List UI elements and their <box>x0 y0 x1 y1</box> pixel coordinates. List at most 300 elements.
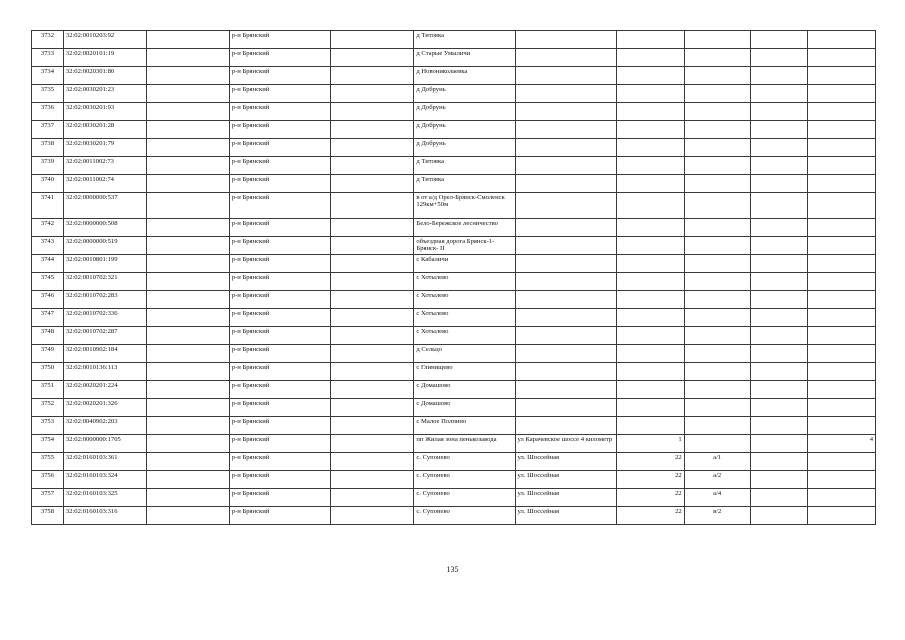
table-body <box>32 31 876 525</box>
empty-cell <box>330 175 414 193</box>
locality-cell: с Кабаличи <box>414 255 515 273</box>
street-cell <box>515 399 616 417</box>
empty-cell <box>750 417 807 435</box>
building-cell <box>684 175 750 193</box>
district-cell: р-н Брянский <box>229 489 330 507</box>
empty-cell <box>330 85 414 103</box>
street-cell: ул. Шоссейная <box>515 507 616 525</box>
cadastral-number-cell: 32:02:0020201:326 <box>63 399 147 417</box>
locality-cell: с Глинищево <box>414 363 515 381</box>
table-row <box>32 255 876 273</box>
empty-cell <box>330 157 414 175</box>
locality-cell: д Титовка <box>414 175 515 193</box>
table-row <box>32 327 876 345</box>
building-cell <box>684 273 750 291</box>
building-cell <box>684 291 750 309</box>
extra-value-cell <box>807 139 875 157</box>
locality-cell: с Хотылево <box>414 291 515 309</box>
district-cell: р-н Брянский <box>229 417 330 435</box>
empty-cell <box>330 121 414 139</box>
house-number-cell <box>616 363 684 381</box>
row-number-cell: 3748 <box>32 327 64 345</box>
locality-cell: пп Жилая зона пенькозавода <box>414 435 515 453</box>
empty-cell <box>330 417 414 435</box>
empty-cell <box>147 345 229 363</box>
house-number-cell <box>616 381 684 399</box>
district-cell: р-н Брянский <box>229 399 330 417</box>
district-cell: р-н Брянский <box>229 435 330 453</box>
cadastral-number-cell: 32:02:0000000:508 <box>63 219 147 237</box>
empty-cell <box>147 327 229 345</box>
row-number-cell: 3752 <box>32 399 64 417</box>
cadastral-number-cell: 32:02:0011002:73 <box>63 157 147 175</box>
house-number-cell <box>616 417 684 435</box>
empty-cell <box>147 219 229 237</box>
cadastral-number-cell: 32:02:0020301:80 <box>63 67 147 85</box>
house-number-cell: 22 <box>616 489 684 507</box>
empty-cell <box>330 237 414 255</box>
empty-cell <box>330 453 414 471</box>
house-number-cell <box>616 175 684 193</box>
street-cell <box>515 417 616 435</box>
cadastral-number-cell: 32:02:0000000:537 <box>63 193 147 219</box>
extra-value-cell: 4 <box>807 435 875 453</box>
empty-cell <box>330 327 414 345</box>
district-cell: р-н Брянский <box>229 85 330 103</box>
empty-cell <box>330 345 414 363</box>
cadastral-number-cell: 32:02:0010702:283 <box>63 291 147 309</box>
empty-cell <box>147 291 229 309</box>
locality-cell: д Добрунь <box>414 85 515 103</box>
empty-cell <box>750 193 807 219</box>
locality-cell: объездная дорога Брянск-1- Брянск- II <box>414 237 515 255</box>
table-row <box>32 67 876 85</box>
empty-cell <box>750 507 807 525</box>
district-cell: р-н Брянский <box>229 273 330 291</box>
cadastral-number-cell: 32:02:0010136:113 <box>63 363 147 381</box>
district-cell: р-н Брянский <box>229 345 330 363</box>
empty-cell <box>750 255 807 273</box>
house-number-cell <box>616 85 684 103</box>
empty-cell <box>147 31 229 49</box>
empty-cell <box>330 363 414 381</box>
locality-cell: д Новониколаевка <box>414 67 515 85</box>
house-number-cell <box>616 219 684 237</box>
table-row <box>32 471 876 489</box>
empty-cell <box>147 49 229 67</box>
row-number-cell: 3738 <box>32 139 64 157</box>
page-number: 135 <box>446 565 459 574</box>
building-cell <box>684 435 750 453</box>
street-cell <box>515 237 616 255</box>
house-number-cell: 22 <box>616 453 684 471</box>
house-number-cell <box>616 67 684 85</box>
table-row <box>32 417 876 435</box>
empty-cell <box>330 193 414 219</box>
row-number-cell: 3747 <box>32 309 64 327</box>
district-cell: р-н Брянский <box>229 193 330 219</box>
house-number-cell <box>616 103 684 121</box>
building-cell <box>684 31 750 49</box>
empty-cell <box>750 489 807 507</box>
empty-cell <box>147 507 229 525</box>
street-cell <box>515 121 616 139</box>
cadastral-number-cell: 32:02:0020201:224 <box>63 381 147 399</box>
empty-cell <box>147 193 229 219</box>
empty-cell <box>750 381 807 399</box>
empty-cell <box>147 489 229 507</box>
locality-cell: д Сельцо <box>414 345 515 363</box>
district-cell: р-н Брянский <box>229 471 330 489</box>
empty-cell <box>750 291 807 309</box>
table-row <box>32 219 876 237</box>
empty-cell <box>330 103 414 121</box>
building-cell <box>684 85 750 103</box>
empty-cell <box>330 273 414 291</box>
street-cell <box>515 85 616 103</box>
row-number-cell: 3754 <box>32 435 64 453</box>
empty-cell <box>330 291 414 309</box>
empty-cell <box>147 399 229 417</box>
empty-cell <box>330 139 414 157</box>
table-row <box>32 193 876 219</box>
extra-value-cell <box>807 103 875 121</box>
district-cell: р-н Брянский <box>229 175 330 193</box>
house-number-cell <box>616 31 684 49</box>
row-number-cell: 3745 <box>32 273 64 291</box>
extra-value-cell <box>807 255 875 273</box>
house-number-cell: 22 <box>616 507 684 525</box>
house-number-cell <box>616 273 684 291</box>
building-cell <box>684 67 750 85</box>
row-number-cell: 3741 <box>32 193 64 219</box>
district-cell: р-н Брянский <box>229 67 330 85</box>
row-number-cell: 3755 <box>32 453 64 471</box>
cadastral-number-cell: 32:02:0030201:23 <box>63 85 147 103</box>
street-cell <box>515 309 616 327</box>
empty-cell <box>750 103 807 121</box>
house-number-cell <box>616 255 684 273</box>
cadastral-number-cell: 32:02:0040902:203 <box>63 417 147 435</box>
district-cell: р-н Брянский <box>229 327 330 345</box>
row-number-cell: 3743 <box>32 237 64 255</box>
district-cell: р-н Брянский <box>229 139 330 157</box>
empty-cell <box>330 255 414 273</box>
street-cell <box>515 193 616 219</box>
street-cell <box>515 103 616 121</box>
building-cell <box>684 327 750 345</box>
house-number-cell <box>616 139 684 157</box>
building-cell <box>684 381 750 399</box>
cadastral-number-cell: 32:02:0020101:19 <box>63 49 147 67</box>
building-cell: в/2 <box>684 507 750 525</box>
house-number-cell <box>616 345 684 363</box>
table-row <box>32 435 876 453</box>
street-cell <box>515 327 616 345</box>
street-cell <box>515 273 616 291</box>
empty-cell <box>147 103 229 121</box>
empty-cell <box>750 139 807 157</box>
empty-cell <box>147 175 229 193</box>
extra-value-cell <box>807 363 875 381</box>
row-number-cell: 3737 <box>32 121 64 139</box>
empty-cell <box>330 399 414 417</box>
cadastral-number-cell: 32:02:0010203:92 <box>63 31 147 49</box>
row-number-cell: 3749 <box>32 345 64 363</box>
locality-cell: д Титовка <box>414 157 515 175</box>
building-cell <box>684 121 750 139</box>
house-number-cell <box>616 327 684 345</box>
empty-cell <box>147 139 229 157</box>
house-number-cell <box>616 291 684 309</box>
street-cell <box>515 345 616 363</box>
empty-cell <box>147 237 229 255</box>
street-cell <box>515 291 616 309</box>
empty-cell <box>750 363 807 381</box>
empty-cell <box>750 399 807 417</box>
table-row <box>32 399 876 417</box>
empty-cell <box>750 85 807 103</box>
district-cell: р-н Брянский <box>229 381 330 399</box>
house-number-cell <box>616 157 684 175</box>
table-row <box>32 237 876 255</box>
extra-value-cell <box>807 507 875 525</box>
extra-value-cell <box>807 309 875 327</box>
row-number-cell: 3746 <box>32 291 64 309</box>
cadastral-number-cell: 32:02:0010702:287 <box>63 327 147 345</box>
table-row <box>32 291 876 309</box>
street-cell <box>515 157 616 175</box>
locality-cell: с Домашово <box>414 381 515 399</box>
empty-cell <box>147 381 229 399</box>
building-cell: а/1 <box>684 453 750 471</box>
locality-cell: с Хотылево <box>414 327 515 345</box>
district-cell: р-н Брянский <box>229 453 330 471</box>
district-cell: р-н Брянский <box>229 291 330 309</box>
extra-value-cell <box>807 417 875 435</box>
cadastral-number-cell: 32:02:0160103:316 <box>63 507 147 525</box>
table-row <box>32 363 876 381</box>
table-row <box>32 121 876 139</box>
empty-cell <box>330 381 414 399</box>
row-number-cell: 3734 <box>32 67 64 85</box>
row-number-cell: 3739 <box>32 157 64 175</box>
empty-cell <box>147 67 229 85</box>
locality-cell: д Добрунь <box>414 139 515 157</box>
district-cell: р-н Брянский <box>229 103 330 121</box>
extra-value-cell <box>807 471 875 489</box>
empty-cell <box>750 435 807 453</box>
empty-cell <box>750 157 807 175</box>
extra-value-cell <box>807 67 875 85</box>
empty-cell <box>750 49 807 67</box>
empty-cell <box>147 453 229 471</box>
locality-cell: с Хотылево <box>414 309 515 327</box>
empty-cell <box>750 67 807 85</box>
locality-cell: с Малое Полпино <box>414 417 515 435</box>
extra-value-cell <box>807 291 875 309</box>
building-cell <box>684 219 750 237</box>
locality-cell: с. Супонево <box>414 453 515 471</box>
cadastral-number-cell: 32:02:0010902:184 <box>63 345 147 363</box>
row-number-cell: 3735 <box>32 85 64 103</box>
extra-value-cell <box>807 193 875 219</box>
locality-cell: с. Супонево <box>414 507 515 525</box>
empty-cell <box>750 453 807 471</box>
locality-cell: д Добрунь <box>414 121 515 139</box>
building-cell <box>684 345 750 363</box>
row-number-cell: 3750 <box>32 363 64 381</box>
locality-cell: с. Супонево <box>414 471 515 489</box>
empty-cell <box>330 31 414 49</box>
empty-cell <box>330 471 414 489</box>
cadastral-number-cell: 32:02:0160103:324 <box>63 471 147 489</box>
empty-cell <box>147 85 229 103</box>
empty-cell <box>330 67 414 85</box>
table-row <box>32 31 876 49</box>
empty-cell <box>147 255 229 273</box>
table-row <box>32 49 876 67</box>
row-number-cell: 3742 <box>32 219 64 237</box>
building-cell <box>684 417 750 435</box>
table-row <box>32 103 876 121</box>
locality-cell: с. Супонево <box>414 489 515 507</box>
cadastral-number-cell: 32:02:0160103:325 <box>63 489 147 507</box>
empty-cell <box>330 309 414 327</box>
locality-cell: с Хотылево <box>414 273 515 291</box>
street-cell <box>515 139 616 157</box>
empty-cell <box>750 31 807 49</box>
table-row <box>32 85 876 103</box>
district-cell: р-н Брянский <box>229 49 330 67</box>
table-row <box>32 139 876 157</box>
extra-value-cell <box>807 85 875 103</box>
house-number-cell <box>616 121 684 139</box>
district-cell: р-н Брянский <box>229 363 330 381</box>
empty-cell <box>750 471 807 489</box>
locality-cell: в от а/д Орел-Брянск-Смоленск 129км+50м <box>414 193 515 219</box>
empty-cell <box>750 309 807 327</box>
row-number-cell: 3756 <box>32 471 64 489</box>
house-number-cell: 22 <box>616 471 684 489</box>
extra-value-cell <box>807 327 875 345</box>
street-cell <box>515 219 616 237</box>
street-cell <box>515 67 616 85</box>
street-cell <box>515 31 616 49</box>
cadastral-number-cell: 32:02:0010801:199 <box>63 255 147 273</box>
empty-cell <box>750 175 807 193</box>
extra-value-cell <box>807 219 875 237</box>
row-number-cell: 3751 <box>32 381 64 399</box>
building-cell <box>684 255 750 273</box>
table-row <box>32 489 876 507</box>
extra-value-cell <box>807 453 875 471</box>
table-row <box>32 345 876 363</box>
extra-value-cell <box>807 175 875 193</box>
empty-cell <box>147 471 229 489</box>
street-cell: ул Карачевское шоссе 4 километр <box>515 435 616 453</box>
locality-cell: Бело-Бережское лесничество <box>414 219 515 237</box>
street-cell: ул. Шоссейная <box>515 453 616 471</box>
empty-cell <box>330 219 414 237</box>
district-cell: р-н Брянский <box>229 121 330 139</box>
empty-cell <box>147 309 229 327</box>
empty-cell <box>147 417 229 435</box>
district-cell: р-н Брянский <box>229 309 330 327</box>
row-number-cell: 3758 <box>32 507 64 525</box>
house-number-cell <box>616 49 684 67</box>
empty-cell <box>147 121 229 139</box>
building-cell <box>684 363 750 381</box>
cadastral-number-cell: 32:02:0030201:28 <box>63 121 147 139</box>
cadastral-number-cell: 32:02:0011002:74 <box>63 175 147 193</box>
empty-cell <box>750 345 807 363</box>
locality-cell: с Домашово <box>414 399 515 417</box>
extra-value-cell <box>807 157 875 175</box>
row-number-cell: 3733 <box>32 49 64 67</box>
building-cell <box>684 193 750 219</box>
table-row <box>32 453 876 471</box>
table-row <box>32 273 876 291</box>
house-number-cell: 1 <box>616 435 684 453</box>
empty-cell <box>750 121 807 139</box>
building-cell: а/4 <box>684 489 750 507</box>
empty-cell <box>330 507 414 525</box>
row-number-cell: 3744 <box>32 255 64 273</box>
empty-cell <box>750 219 807 237</box>
empty-cell <box>147 435 229 453</box>
extra-value-cell <box>807 31 875 49</box>
empty-cell <box>330 489 414 507</box>
table-row <box>32 507 876 525</box>
empty-cell <box>750 237 807 255</box>
building-cell <box>684 49 750 67</box>
building-cell: а/2 <box>684 471 750 489</box>
row-number-cell: 3753 <box>32 417 64 435</box>
empty-cell <box>750 327 807 345</box>
street-cell <box>515 255 616 273</box>
empty-cell <box>147 273 229 291</box>
table-row <box>32 381 876 399</box>
district-cell: р-н Брянский <box>229 255 330 273</box>
house-number-cell <box>616 237 684 255</box>
empty-cell <box>330 49 414 67</box>
row-number-cell: 3732 <box>32 31 64 49</box>
building-cell <box>684 237 750 255</box>
street-cell <box>515 363 616 381</box>
locality-cell: д Титовка <box>414 31 515 49</box>
street-cell: ул. Шоссейная <box>515 489 616 507</box>
street-cell <box>515 175 616 193</box>
street-cell <box>515 381 616 399</box>
row-number-cell: 3757 <box>32 489 64 507</box>
locality-cell: д Добрунь <box>414 103 515 121</box>
cadastral-number-cell: 32:02:0000000:1705 <box>63 435 147 453</box>
empty-cell <box>147 363 229 381</box>
table-row <box>32 175 876 193</box>
registry-table <box>31 30 876 525</box>
extra-value-cell <box>807 345 875 363</box>
cadastral-number-cell: 32:02:0010702:321 <box>63 273 147 291</box>
row-number-cell: 3740 <box>32 175 64 193</box>
building-cell <box>684 399 750 417</box>
cadastral-number-cell: 32:02:0030201:93 <box>63 103 147 121</box>
street-cell <box>515 49 616 67</box>
building-cell <box>684 139 750 157</box>
table-row <box>32 157 876 175</box>
house-number-cell <box>616 399 684 417</box>
extra-value-cell <box>807 237 875 255</box>
